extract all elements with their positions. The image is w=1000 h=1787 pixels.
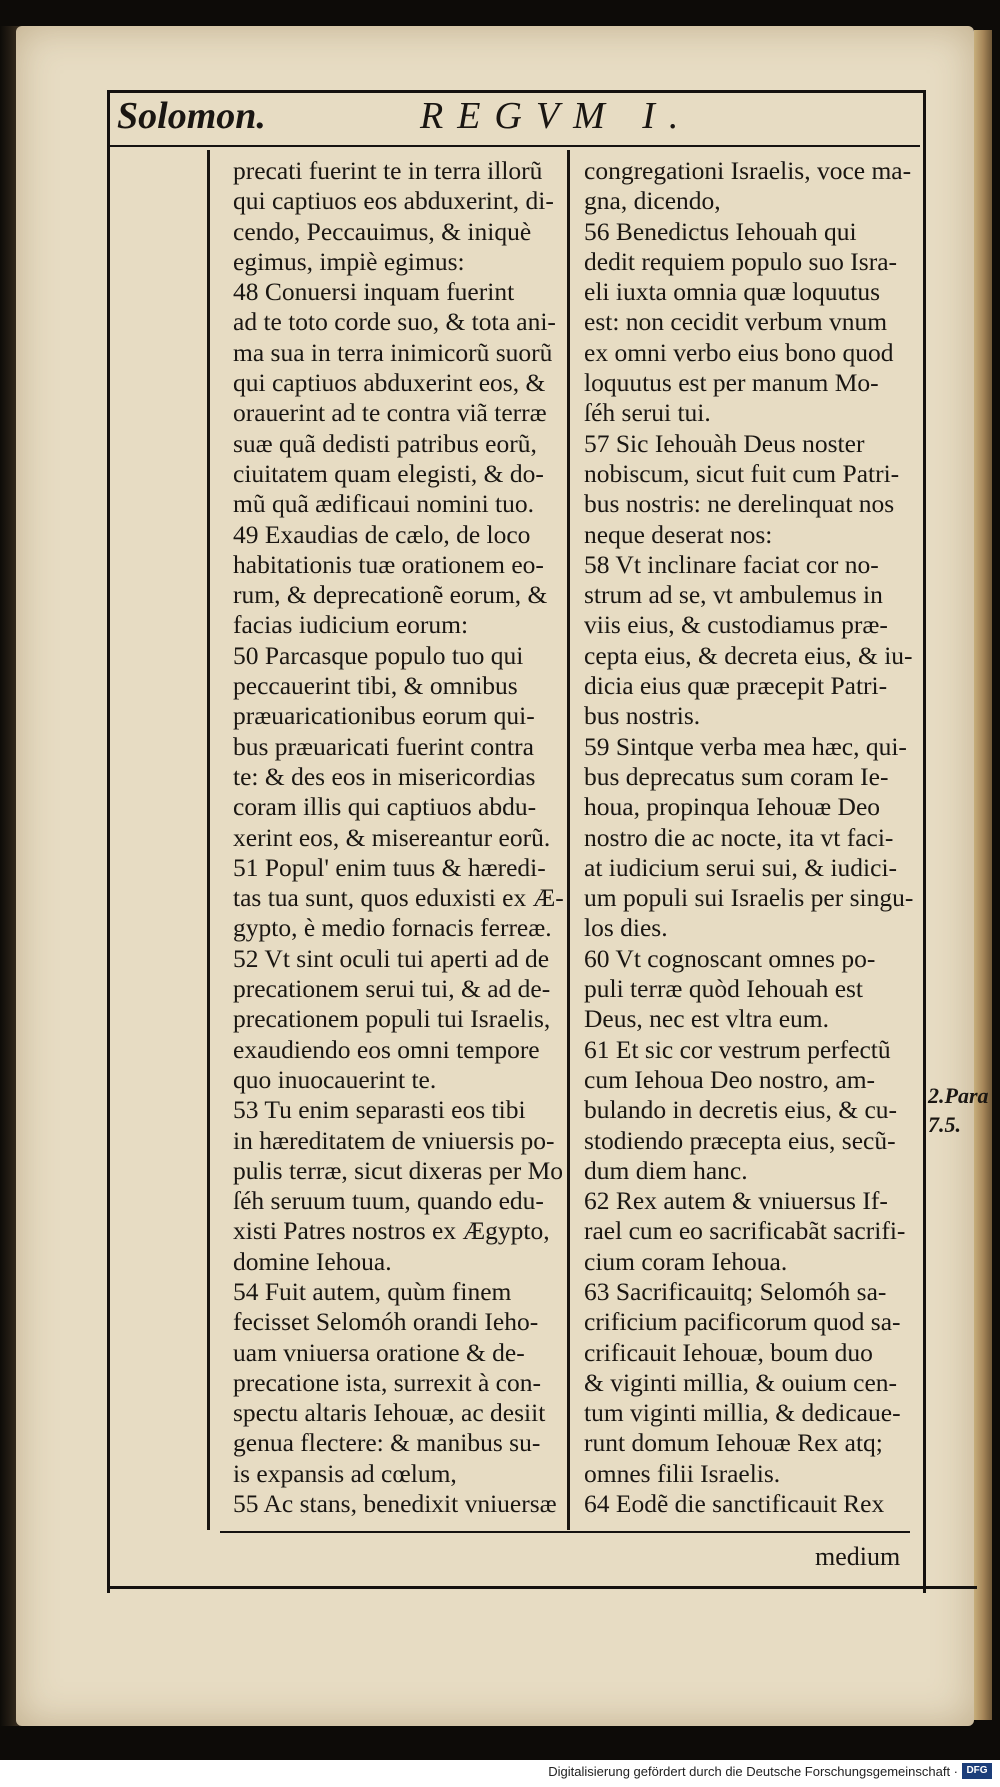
text-line: quo inuocauerint te. xyxy=(233,1064,437,1094)
text-line: spectu altaris Iehouæ, ac desiit xyxy=(233,1398,546,1428)
text-line: stodiendo præcepta eius, secũ- xyxy=(584,1125,896,1155)
text-line: egimus, impiè egimus: xyxy=(233,246,465,276)
text-line: loquutus est per manum Mo- xyxy=(584,368,879,398)
text-line: pulis terræ, sicut dixeras per Mo xyxy=(233,1155,564,1185)
left-inner-rule xyxy=(207,150,210,1530)
text-line: bus deprecatus sum coram Ie- xyxy=(584,761,889,791)
text-line: præuaricationibus eorum qui- xyxy=(233,701,535,731)
text-line: 56 Benedictus Iehouah qui xyxy=(584,216,857,246)
text-line: puli terræ quòd Iehouah est xyxy=(584,974,864,1004)
frame-bottom-rule xyxy=(107,1586,977,1589)
page-edge xyxy=(974,30,992,1720)
running-head-title: REGVM I. xyxy=(420,95,693,137)
text-line: 50 Parcasque populo tuo qui xyxy=(233,640,524,670)
text-line: rael cum eo sacrificabãt sacrifi- xyxy=(584,1216,906,1246)
text-line: gna, dicendo, xyxy=(584,186,721,216)
text-line: bus nostris: ne derelinquat nos xyxy=(584,489,895,519)
text-line: nobiscum, sicut fuit cum Patri- xyxy=(584,458,900,488)
text-line: eli iuxta omnia quæ loquutus xyxy=(584,277,881,307)
left-column xyxy=(233,156,563,1519)
text-line: viis eius, & custodiamus præ- xyxy=(584,610,888,640)
text-line: domine Iehoua. xyxy=(233,1246,392,1276)
text-line: 51 Popul' enim tuus & hæredi- xyxy=(233,852,546,882)
text-line: precationem populi tui Israelis, xyxy=(233,1004,551,1034)
text-line: rum, & deprecationẽ eorum, & xyxy=(233,580,548,610)
text-line: um populi sui Israelis per singu- xyxy=(584,883,914,913)
text-line: cium coram Iehoua. xyxy=(584,1246,788,1276)
text-line: habitationis tuæ orationem eo- xyxy=(233,549,544,579)
text-line: at iudicium serui sui, & iudici- xyxy=(584,852,898,882)
running-head-left: Solomon. xyxy=(117,95,266,137)
text-line: precationem serui tui, & ad de- xyxy=(233,974,551,1004)
text-line: xerint eos, & misereantur eorũ. xyxy=(233,822,551,852)
text-line: omnes filii Israelis. xyxy=(584,1458,781,1488)
text-line: 58 Vt inclinare faciat cor no- xyxy=(584,549,879,579)
text-line: runt domum Iehouæ Rex atq; xyxy=(584,1428,883,1458)
text-line: dicia eius quæ præcepit Patri- xyxy=(584,671,888,701)
text-line: suæ quã dedisti patribus eorũ, xyxy=(233,428,537,458)
text-line: crificauit Iehouæ, boum duo xyxy=(584,1337,873,1367)
text-line: ma sua in terra inimicorũ suorũ xyxy=(233,337,553,367)
text-line: ad te toto corde suo, & tota ani- xyxy=(233,307,556,337)
catchword: medium xyxy=(815,1542,901,1571)
right-column xyxy=(584,156,914,1519)
text-line: 62 Rex autem & vniuersus If- xyxy=(584,1186,888,1216)
text-bottom-rule xyxy=(220,1531,910,1533)
text-line: 59 Sintque verba mea hæc, qui- xyxy=(584,731,907,761)
text-line: cepta eius, & decreta eius, & iu- xyxy=(584,640,913,670)
header-rule xyxy=(107,145,920,147)
text-line: strum ad se, vt ambulemus in xyxy=(584,580,883,610)
text-line: in hæreditatem de vniuersis po- xyxy=(233,1125,555,1155)
text-line: coram illis qui captiuos abdu- xyxy=(233,792,537,822)
text-line: ſéh serui tui. xyxy=(584,398,711,428)
text-line: mũ quã ædificaui nomini tuo. xyxy=(233,489,535,519)
text-line: genua flectere: & manibus su- xyxy=(233,1428,541,1458)
text-line: is expansis ad cœlum, xyxy=(233,1458,457,1488)
text-line: 64 Eodẽ die sanctificauit Rex xyxy=(584,1489,885,1519)
text-line: neque deserat nos: xyxy=(584,519,773,549)
text-line: tum viginti millia, & dedicaue- xyxy=(584,1398,901,1428)
text-line: bus præuaricati fuerint contra xyxy=(233,731,534,761)
text-line: bus nostris. xyxy=(584,701,701,731)
text-line: xisti Patres nostros ex Ægypto, xyxy=(233,1216,550,1246)
text-line: 61 Et sic cor vestrum perfectũ xyxy=(584,1034,891,1064)
text-line: bulando in decretis eius, & cu- xyxy=(584,1095,897,1125)
funding-notice: Digitalisierung gefördert durch die Deutsche Forschungsgemeinschaft · xyxy=(548,1764,958,1779)
text-line: & viginti millia, & ouium cen- xyxy=(584,1367,898,1397)
text-line: tas tua sunt, quos eduxisti ex Æ- xyxy=(233,883,564,913)
margin-note-verse: 7.5. xyxy=(928,1112,961,1137)
text-line: est: non cecidit verbum vnum xyxy=(584,307,888,337)
text-line: 48 Conuersi inquam fuerint xyxy=(233,277,515,307)
text-line: cum Iehoua Deo nostro, am- xyxy=(584,1064,876,1094)
text-line: nostro die ac nocte, ita vt faci- xyxy=(584,822,894,852)
text-line: ciuitatem quam elegisti, & do- xyxy=(233,458,544,488)
dfg-logo: DFG xyxy=(962,1763,992,1779)
text-line: dedit requiem populo suo Isra- xyxy=(584,246,898,276)
text-line: uam vniuersa oratione & de- xyxy=(233,1337,525,1367)
text-line: peccauerint tibi, & omnibus xyxy=(233,671,518,701)
text-line: fecisset Selomóh orandi Ieho- xyxy=(233,1307,539,1337)
text-line: 52 Vt sint oculi tui aperti ad de xyxy=(233,943,550,973)
column-separator xyxy=(567,150,570,1530)
text-line: 57 Sic Iehouàh Deus noster xyxy=(584,428,865,458)
digitization-footer xyxy=(0,1760,1000,1787)
text-line: los dies. xyxy=(584,913,668,943)
text-line: dum diem hanc. xyxy=(584,1155,748,1185)
text-line: precatione ista, surrexit à con- xyxy=(233,1367,541,1397)
text-line: 55 Ac stans, benedixit vniuersæ xyxy=(233,1489,557,1519)
text-line: qui captiuos abduxerint eos, & xyxy=(233,368,546,398)
text-line: congregationi Israelis, voce ma- xyxy=(584,156,912,185)
text-line: qui captiuos eos abduxerint, di- xyxy=(233,186,554,216)
text-line: ex omni verbo eius bono quod xyxy=(584,337,894,367)
margin-note-reference: 2.Para xyxy=(928,1083,989,1108)
text-line: te: & des eos in misericordias xyxy=(233,761,536,791)
text-line: 53 Tu enim separasti eos tibi xyxy=(233,1095,526,1125)
text-line: 63 Sacrificauitq; Selomóh sa- xyxy=(584,1276,887,1306)
text-line: ſéh seruum tuum, quando edu- xyxy=(233,1186,544,1216)
text-line: exaudiendo eos omni tempore xyxy=(233,1034,540,1064)
text-line: facias iudicium eorum: xyxy=(233,610,469,640)
text-line: crificium pacificorum quod sa- xyxy=(584,1307,901,1337)
text-line: orauerint ad te contra viã terræ xyxy=(233,398,547,428)
text-line: cendo, Peccauimus, & iniquè xyxy=(233,216,532,246)
text-line: 60 Vt cognoscant omnes po- xyxy=(584,943,876,973)
text-line: Deus, nec est vltra eum. xyxy=(584,1004,830,1034)
text-line: 54 Fuit autem, quùm finem xyxy=(233,1276,512,1306)
text-line: precati fuerint te in terra illorũ xyxy=(233,156,543,185)
text-line: houa, propinqua Iehouæ Deo xyxy=(584,792,881,822)
text-line: gypto, è medio fornacis ferreæ. xyxy=(233,913,552,943)
text-line: 49 Exaudias de cælo, de loco xyxy=(233,519,531,549)
